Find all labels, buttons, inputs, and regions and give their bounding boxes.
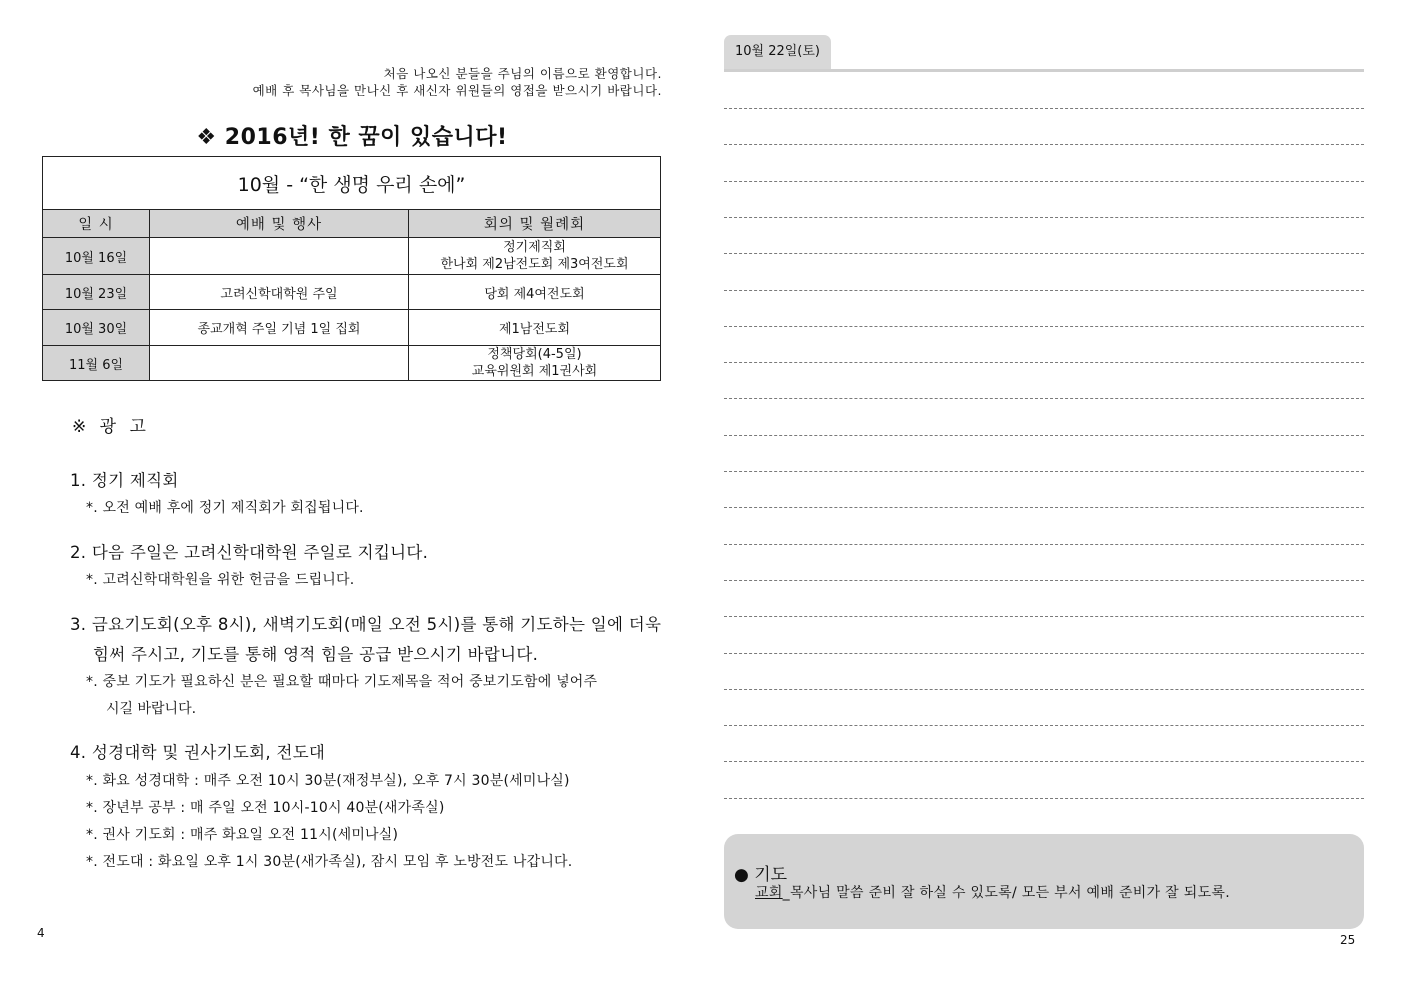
row-meeting: 제1남전도회	[409, 310, 661, 346]
welcome-line-1: 처음 나오신 분들을 주님의 이름으로 환영합니다.	[383, 66, 662, 81]
notice-title: ※ 광 고	[72, 417, 150, 437]
header-worship: 예배 및 행사	[150, 210, 409, 238]
notice-item-title: 4. 성경대학 및 권사기도회, 전도대	[70, 743, 326, 762]
table-row	[43, 275, 661, 310]
row-meeting: 당회 제4여전도회	[409, 275, 661, 310]
notice-item-title: 2. 다음 주일은 고려신학대학원 주일로 지킵니다.	[70, 543, 429, 562]
row-date: 10월 23일	[43, 275, 150, 310]
note-line	[724, 471, 1364, 472]
row-date: 10월 16일	[43, 238, 150, 275]
meeting-line: 교육위원회 제1권사회	[471, 364, 598, 379]
table-row	[43, 238, 661, 275]
note-line	[724, 362, 1364, 363]
note-line	[724, 725, 1364, 726]
row-worship	[150, 238, 409, 275]
row-date: 10월 30일	[43, 310, 150, 346]
row-worship: 종교개혁 주일 기념 1일 집회	[150, 310, 409, 346]
note-line	[724, 326, 1364, 327]
header-meeting: 회의 및 월례회	[409, 210, 661, 238]
prayer-title: ● 기도	[734, 865, 788, 885]
schedule-table	[42, 156, 661, 381]
notice-item-detail: *. 장년부 공부 : 매 주일 오전 10시-10시 40분(새가족실)	[86, 800, 445, 816]
header-date: 일 시	[43, 210, 150, 238]
row-worship	[150, 346, 409, 381]
note-line	[724, 181, 1364, 182]
notice-item-detail: *. 화요 성경대학 : 매주 오전 10시 30분(재정부실), 오후 7시 30분(세미나실)	[86, 773, 570, 789]
welcome-line-2: 예배 후 목사님을 만나신 후 새신자 위원들의 영접을 받으시기 바랍니다.	[252, 83, 662, 98]
prayer-text	[755, 882, 1230, 902]
notice-item-title: 1. 정기 제직회	[70, 471, 179, 490]
meeting-line: 정기제직회	[503, 240, 566, 255]
note-line	[724, 144, 1364, 145]
notice-item-detail: *. 중보 기도가 필요하신 분은 필요할 때마다 기도제목을 적어 중보기도함에 넣어주	[86, 674, 598, 690]
note-line	[724, 253, 1364, 254]
note-line	[724, 398, 1364, 399]
tab-underline	[724, 69, 1364, 72]
page-number-right: 25	[1340, 933, 1356, 947]
note-line	[724, 290, 1364, 291]
page-number-left: 4	[37, 926, 45, 940]
notice-item-title: 3. 금요기도회(오후 8시), 새벽기도회(매일 오전 5시)를 통해 기도하는 일에 더욱	[70, 615, 662, 634]
schedule-title: 10월 - “한 생명 우리 손에”	[43, 157, 661, 210]
prayer-text-prefix: 교회	[755, 885, 783, 901]
notice-item-detail: *. 고려신학대학원을 위한 헌금을 드립니다.	[86, 572, 355, 588]
row-worship: 고려신학대학원 주일	[150, 275, 409, 310]
note-line	[724, 616, 1364, 617]
notice-item-detail-cont: 시길 바랍니다.	[106, 701, 197, 717]
meeting-line: 한나회 제2남전도회 제3여전도회	[440, 257, 629, 272]
meeting-line: 정책당회(4-5일)	[487, 347, 582, 362]
page-heading: ❖ 2016년! 한 꿈이 있습니다!	[196, 125, 508, 150]
note-line	[724, 108, 1364, 109]
note-line	[724, 689, 1364, 690]
prayer-text-rest: _목사님 말씀 준비 잘 하실 수 있도록/ 모든 부서 예배 준비가 잘 되도록.	[782, 885, 1230, 901]
row-meeting	[409, 238, 661, 275]
note-line	[724, 435, 1364, 436]
notice-item-title-cont: 힘써 주시고, 기도를 통해 영적 힘을 공급 받으시기 바랍니다.	[93, 645, 539, 664]
date-tab: 10월 22일(토)	[724, 35, 831, 69]
row-date: 11월 6일	[43, 346, 150, 381]
note-line	[724, 580, 1364, 581]
note-line	[724, 217, 1364, 218]
notice-item-detail: *. 권사 기도회 : 매주 화요일 오전 11시(세미나실)	[86, 827, 399, 843]
table-row	[43, 346, 661, 381]
note-line	[724, 507, 1364, 508]
row-meeting	[409, 346, 661, 381]
note-line	[724, 653, 1364, 654]
note-line	[724, 761, 1364, 762]
note-line	[724, 798, 1364, 799]
note-line	[724, 544, 1364, 545]
notice-item-detail: *. 오전 예배 후에 정기 제직회가 회집됩니다.	[86, 500, 364, 516]
notice-item-detail: *. 전도대 : 화요일 오후 1시 30분(새가족실), 잠시 모임 후 노방전도 나갑니다.	[86, 854, 573, 870]
table-row	[43, 310, 661, 346]
